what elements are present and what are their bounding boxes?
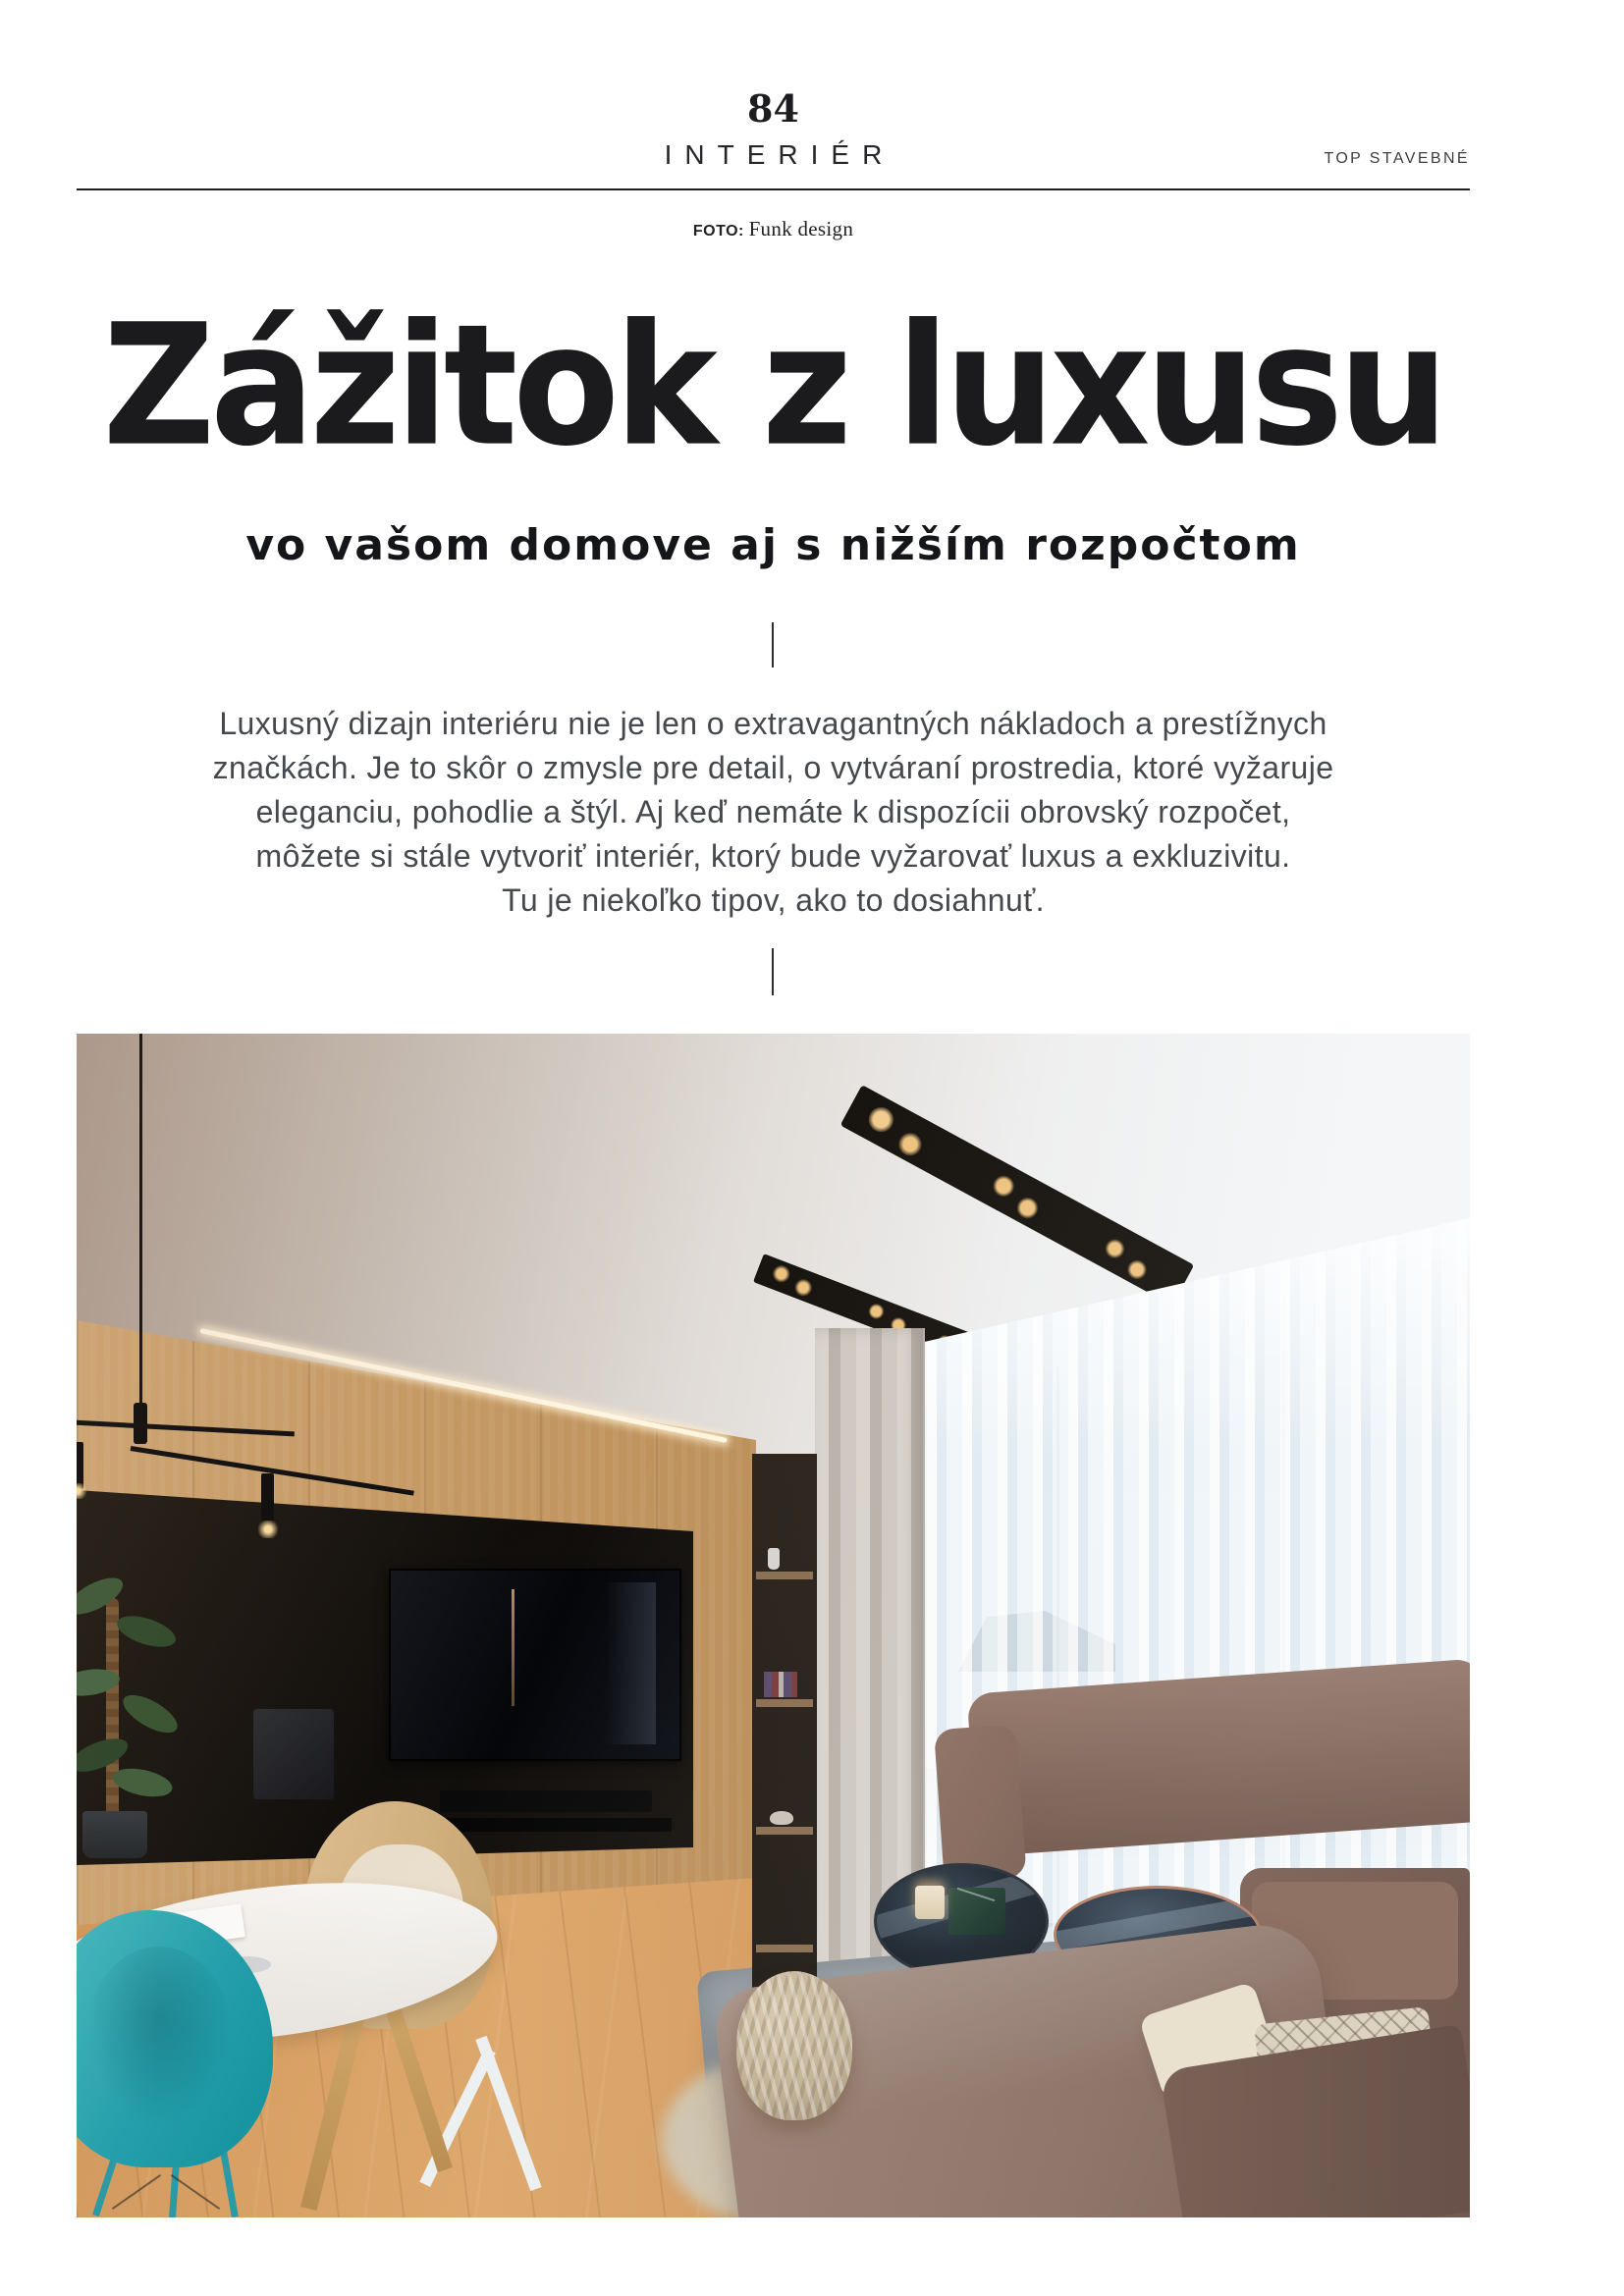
headline: Zážitok z luxusu bbox=[102, 288, 1444, 484]
intro-line: značkách. Je to skôr o zmysle pre detail, o vytváraní prostredia, ktoré vyžaruje bbox=[212, 750, 1334, 785]
plant-pot bbox=[82, 1811, 147, 1858]
lamp-glow bbox=[256, 1521, 280, 1538]
tv-reflection bbox=[605, 1582, 657, 1744]
lamp-glow bbox=[77, 1483, 88, 1499]
subheadline: vo vašom domove aj s nižším rozpočtom bbox=[245, 520, 1301, 570]
soundbar bbox=[440, 1790, 652, 1812]
pendant-lamp-spot bbox=[77, 1442, 83, 1489]
section-title: INTERIÉR bbox=[664, 139, 895, 170]
intro-line: eleganciu, pohodlie a štýl. Aj keď nemáte k dispozícii obrovský rozpočet, bbox=[255, 794, 1291, 829]
intro-line: Tu je niekoľko tipov, ako to dosiahnuť. bbox=[502, 882, 1045, 918]
marble-box bbox=[948, 1888, 1005, 1935]
vase bbox=[768, 1548, 780, 1570]
knitted-pouf bbox=[736, 1971, 852, 2120]
intro-line: Luxusný dizajn interiéru nie je len o extravagantných nákladoch a prestížnych bbox=[219, 706, 1327, 741]
photo-credit bbox=[77, 217, 1470, 241]
candle bbox=[915, 1886, 945, 1919]
shelf bbox=[756, 1699, 813, 1707]
divider-bottom bbox=[772, 948, 774, 995]
tv-reflection bbox=[512, 1589, 514, 1706]
books bbox=[764, 1672, 797, 1697]
bowl bbox=[770, 1811, 793, 1825]
shelf bbox=[756, 1572, 813, 1579]
shelf bbox=[756, 1827, 813, 1835]
divider-top bbox=[772, 622, 774, 667]
pendant-lamp-spot bbox=[261, 1473, 274, 1526]
corner-label: TOP STAVEBNÉ bbox=[1324, 150, 1470, 167]
intro-paragraph bbox=[77, 702, 1470, 923]
page-content bbox=[77, 0, 1470, 2296]
tv bbox=[389, 1569, 681, 1761]
pendant-lamp-rod bbox=[139, 1034, 142, 1422]
header-rule bbox=[77, 188, 1470, 190]
page-number: 84 bbox=[747, 86, 799, 131]
speaker bbox=[253, 1709, 334, 1799]
interior-photo bbox=[77, 1034, 1470, 2217]
intro-line: môžete si stále vytvoriť interiér, ktorý bude vyžarovať luxus a exkluzivitu. bbox=[255, 838, 1291, 874]
photo-credit-value: Funk design bbox=[748, 217, 854, 240]
shelf bbox=[756, 1945, 813, 1952]
photo-credit-label: FOTO: bbox=[692, 223, 744, 240]
sofa-armrest bbox=[934, 1724, 1027, 1882]
